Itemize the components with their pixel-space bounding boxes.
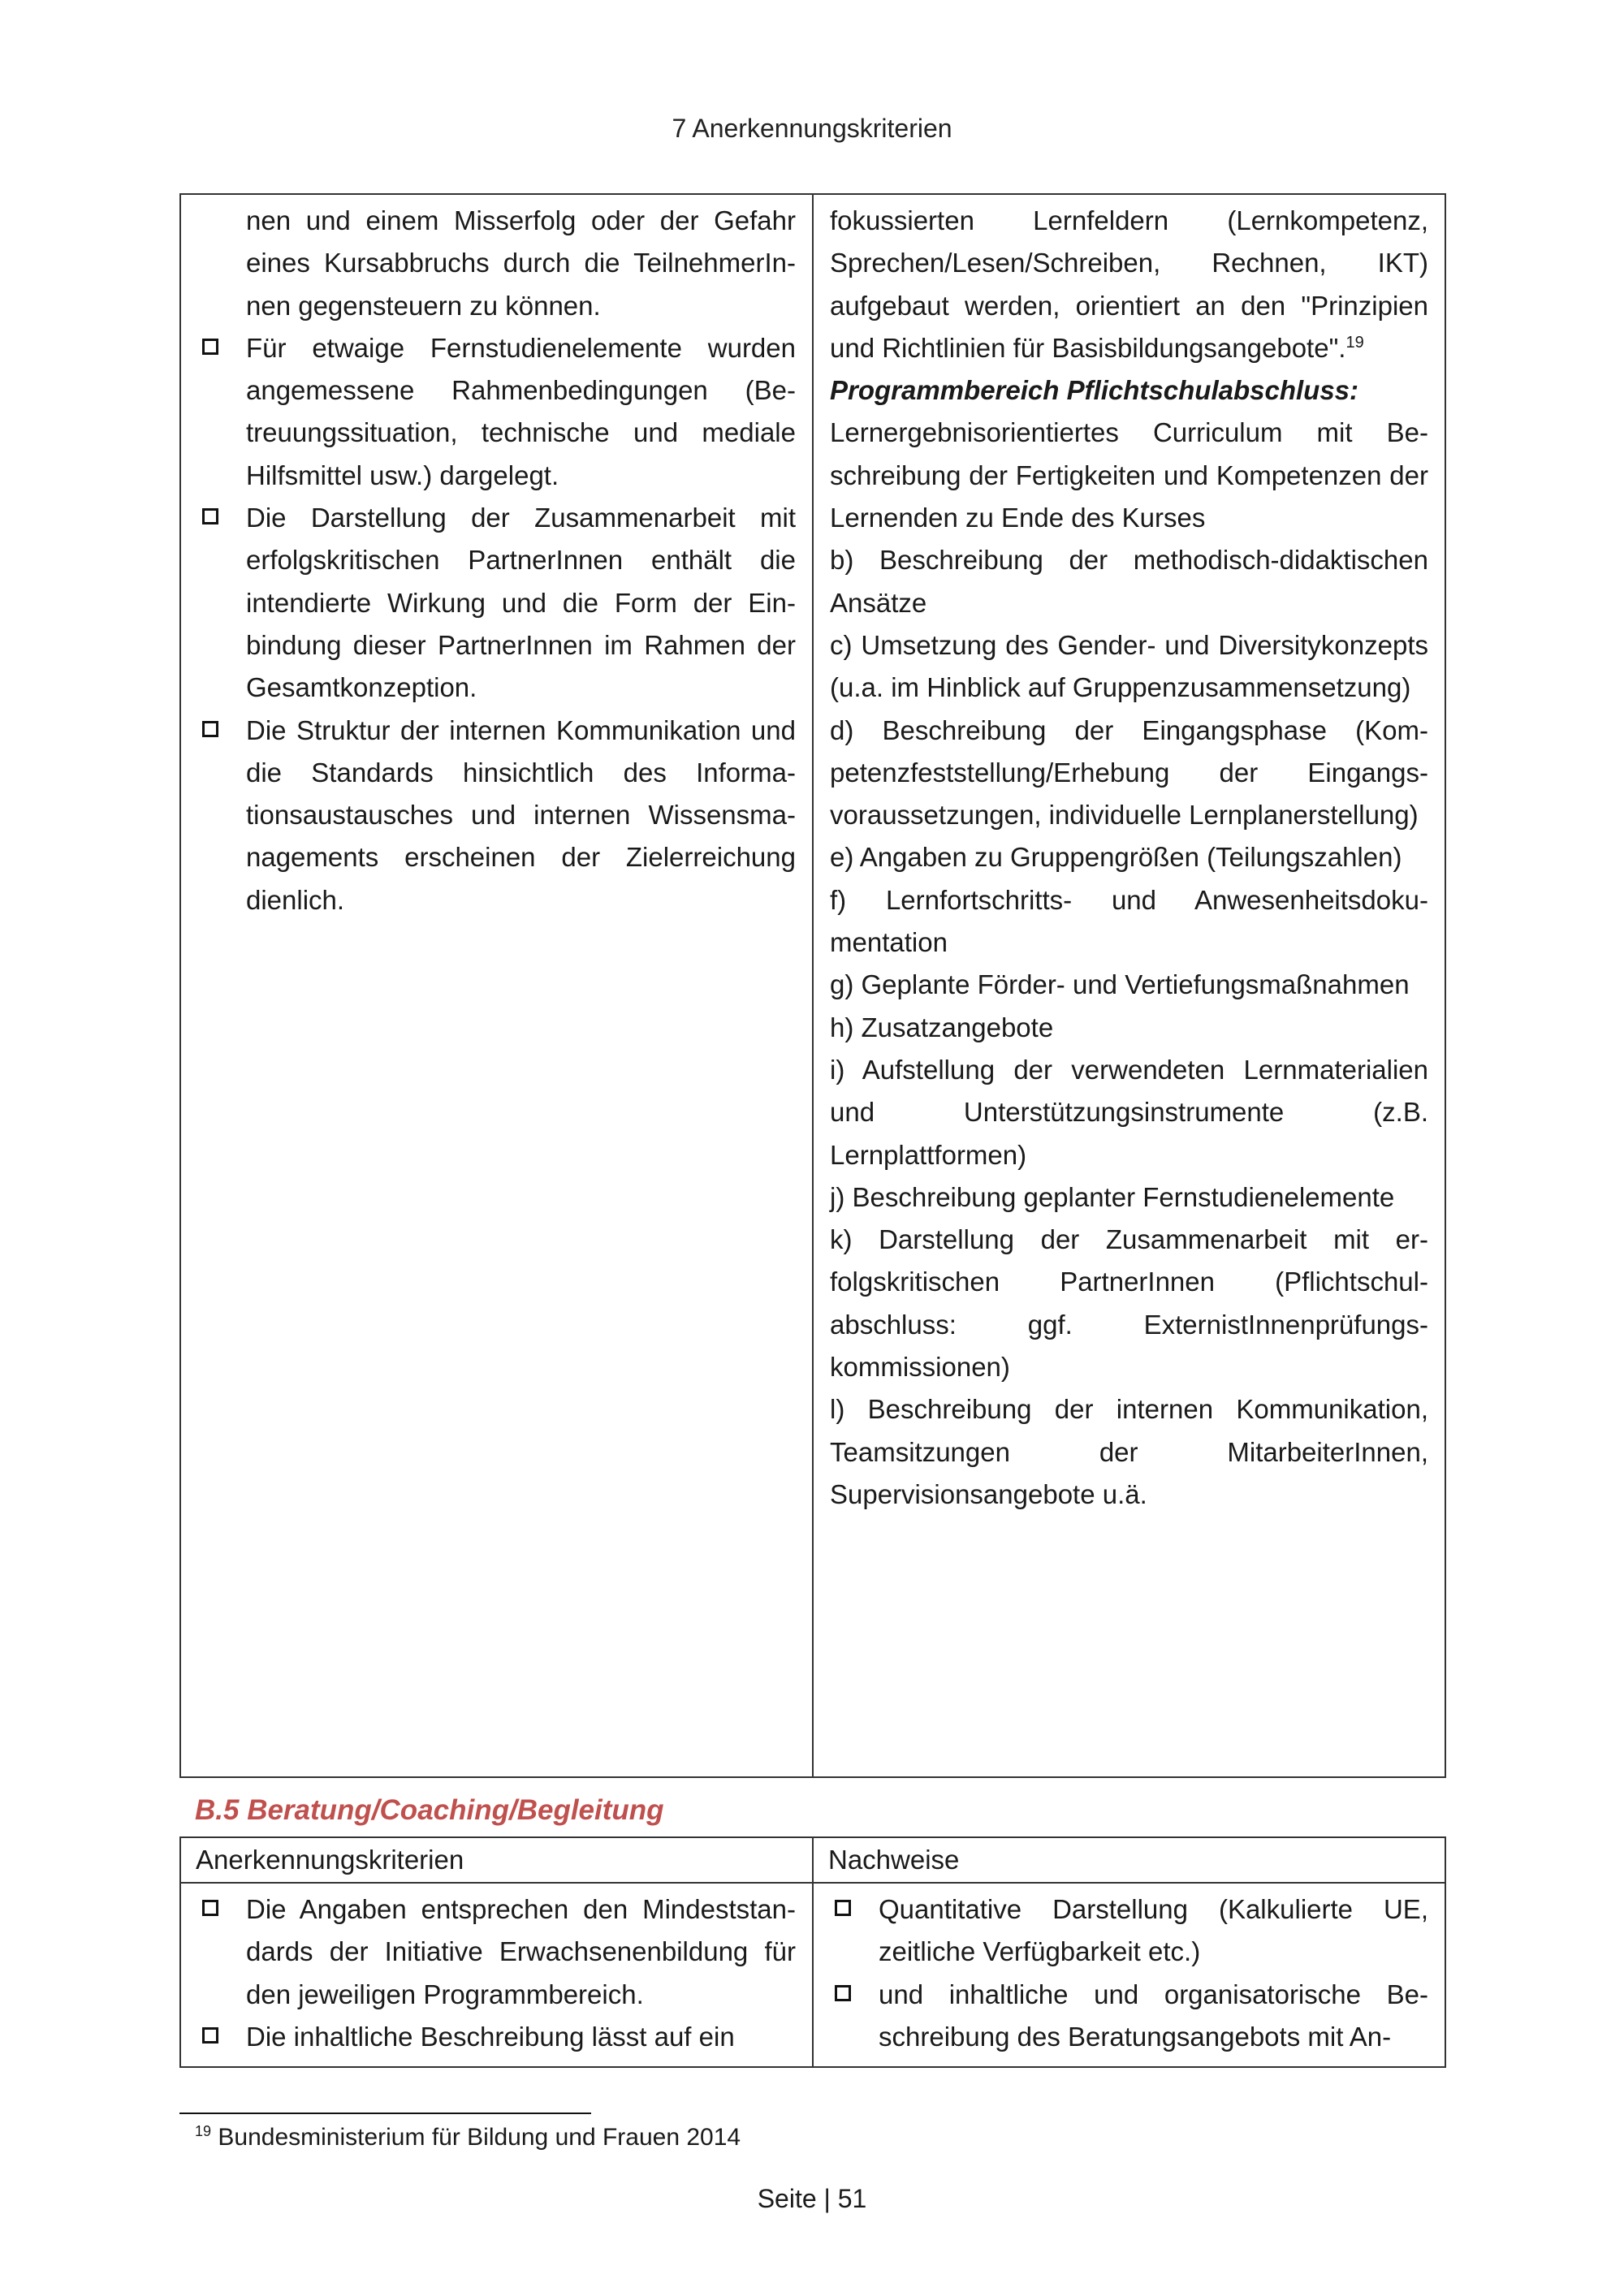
column-header-criteria: Anerkennungskriterien: [180, 1837, 813, 1883]
evidence-item: g) Geplante Förder- und Vertiefungsmaßnahmen: [830, 969, 1410, 1000]
criteria-item: [197, 200, 796, 327]
criteria-item-text: Die Darstellung der Zusammenarbeit mit erfolgskritischen PartnerInnen enthält die intendierte Wirkung und die Form der Einbindung dieser PartnerInnen im Rahmen der Gesamtkonzeption.: [246, 503, 796, 703]
criteria-table-b5: [179, 1836, 1446, 2068]
evidence-item: e) Angaben zu Gruppengrößen (Teilungszahlen): [830, 842, 1402, 873]
column-header-evidence: Nachweise: [813, 1837, 1445, 1883]
criteria-item: [197, 497, 796, 709]
criteria-item-text: Die Struktur der internen Kommunikation und die Standards hinsichtlich des Informationsaustausches und internen Wissensmanagements erscheinen der Zielerreichung dienlich.: [246, 714, 796, 915]
footnote-ref[interactable]: 19: [1345, 333, 1364, 352]
evidence-item-text: Quantitative Darstellung (Kalkulierte UE, zeitliche Verfügbarkeit etc.): [879, 1894, 1428, 1967]
evidence-item: f) Lernfortschritts- und Anwesenheitsdokumentation: [830, 884, 1428, 958]
criteria-column: [180, 1883, 813, 2067]
evidence-item: c) Umsetzung des Gender- und Diversitykonzepts (u.a. im Hinblick auf Gruppenzusammensetzung): [830, 629, 1428, 703]
evidence-item: i) Aufstellung der verwendeten Lernmaterialien und Unterstützungsinstrumente (z.B. Lernplattformen): [830, 1054, 1428, 1170]
footnote-number: 19: [195, 2123, 212, 2139]
evidence-item: k) Darstellung der Zusammenarbeit mit erfolgskritischen PartnerInnen (Pflichtschulabschluss: ggf. ExternistInnenprüfungskommissionen): [830, 1224, 1428, 1383]
criteria-item: [197, 2016, 796, 2058]
evidence-item-text: und inhaltliche und organisatorische Beschreibung des Beratungsangebots mit An-: [879, 1979, 1428, 2052]
criteria-item-text: nen und einem Misserfolg oder der Gefahr eines Kursabbruchs durch die TeilnehmerInnen gegensteuern zu können.: [246, 205, 796, 321]
criteria-item-text: Die inhaltliche Beschreibung lässt auf ein: [246, 2021, 735, 2052]
evidence-item: l) Beschreibung der internen Kommunikation, Teamsitzungen der MitarbeiterInnen, Supervisionsangebote u.ä.: [830, 1394, 1428, 1509]
evidence-item: Lernergebnisorientiertes Curriculum mit Beschreibung der Fertigkeiten und Kompetenzen der Lernenden zu Ende des Kurses: [830, 417, 1428, 533]
evidence-column: [813, 194, 1445, 1777]
criteria-item: [197, 1888, 796, 2016]
criteria-item-text: Für etwaige Fernstudienelemente wurden angemessene Rahmenbedingungen (Betreuungssituation, technische und mediale Hilfsmittel usw.) dargelegt.: [246, 332, 796, 490]
criteria-item: [197, 327, 796, 497]
checkbox-icon[interactable]: [202, 508, 218, 524]
checkbox-icon[interactable]: [202, 1900, 218, 1916]
evidence-item: b) Beschreibung der methodisch-didaktischen Ansätze: [830, 545, 1428, 618]
criteria-item: [197, 710, 796, 921]
program-heading: Programmbereich Pflichtschulabschluss:: [830, 375, 1359, 406]
evidence-item: h) Zusatzangebote: [830, 1012, 1054, 1042]
evidence-item: [830, 1974, 1428, 2059]
evidence-intro: fokussierten Lernfeldern (Lernkompetenz, Sprechen/Lesen/Schreiben, Rechnen, IKT) aufgebaut werden, orientiert an den "Prinzipien und Richtlinien für Basisbildungsangebote".$^{19}$: [830, 205, 1428, 363]
section-title-b5: B.5 Beratung/Coaching/Begleitung: [195, 1794, 664, 1826]
evidence-item: [830, 1888, 1428, 1974]
evidence-item: j) Beschreibung geplanter Fernstudienelemente: [830, 1181, 1395, 1212]
evidence-item: d) Beschreibung der Eingangsphase (Kompetenzfeststellung/Erhebung der Eingangsvoraussetzungen, individuelle Lernplanerstellung): [830, 714, 1428, 831]
page-number: Seite | 51: [757, 2184, 867, 2213]
footnote: [195, 2124, 741, 2151]
footnote-text: Bundesministerium für Bildung und Frauen 2014: [218, 2124, 741, 2151]
criteria-item-text: Die Angaben entsprechen den Mindeststandards der Initiative Erwachsenenbildung für den jeweiligen Programmbereich.: [246, 1894, 796, 2009]
checkbox-icon[interactable]: [835, 1985, 851, 2001]
checkbox-icon[interactable]: [835, 1900, 851, 1916]
evidence-column: [813, 1883, 1445, 2067]
checkbox-icon[interactable]: [202, 339, 218, 355]
running-header: 7 Anerkennungskriterien: [672, 114, 952, 143]
footnote-separator: [179, 2113, 591, 2114]
criteria-table-continued: [179, 193, 1446, 1778]
criteria-column: [180, 194, 813, 1777]
checkbox-icon[interactable]: [202, 721, 218, 737]
checkbox-icon[interactable]: [202, 2027, 218, 2044]
